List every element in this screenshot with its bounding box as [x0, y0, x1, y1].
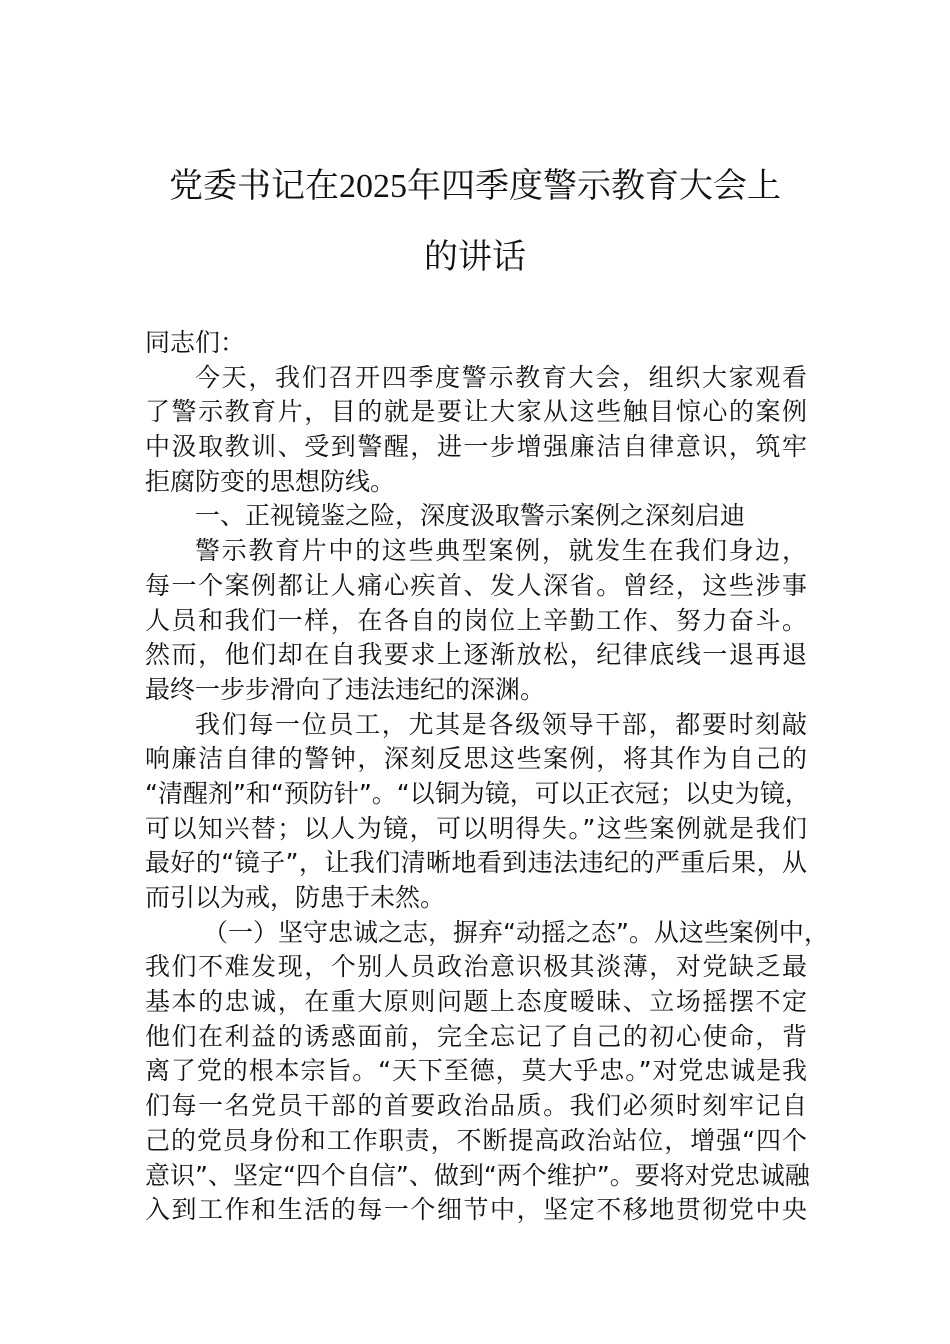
text-line: 们每一名党员干部的首要政治品质。我们必须时刻牢记自	[145, 1091, 807, 1121]
text-line: 中汲取教训、受到警醒，进一步增强廉洁自律意识，筑牢	[145, 432, 807, 462]
text-line: 最终一步步滑向了违法违纪的深渊。	[145, 674, 546, 704]
text-line: 基本的忠诚，在重大原则问题上态度暧昧、立场摇摆不定	[145, 987, 807, 1017]
text-line: 可以知兴替；以人为镜，可以明得失。”这些案例就是我们	[145, 813, 807, 843]
subsection-paragraph	[145, 916, 829, 1228]
document-title-line-2: 的讲话	[424, 239, 526, 276]
text-line: 他们在利益的诱惑面前，完全忘记了自己的初心使命，背	[145, 1021, 807, 1051]
text-line: 一、正视镜鉴之险，深度汲取警示案例之深刻启迪	[195, 501, 746, 531]
text-line: 每一个案例都让人痛心疾首、发人深省。曾经，这些涉事	[145, 570, 807, 600]
text-line: 我们不难发现，个别人员政治意识极其淡薄，对党缺乏最	[145, 952, 807, 982]
text-line: 我们每一位员工，尤其是各级领导干部，都要时刻敲	[195, 709, 807, 739]
section-heading	[145, 499, 807, 534]
text-line: “清醒剂”和“预防针”。“以铜为镜，可以正衣冠；以史为镜，	[145, 778, 810, 808]
text-line: 响廉洁自律的警钟，深刻反思这些案例，将其作为自己的	[145, 744, 807, 774]
paragraph	[145, 361, 807, 500]
text-line: 最好的“镜子”，让我们清晰地看到违法违纪的严重后果，从	[145, 848, 807, 878]
text-line: 拒腐防变的思想防线。	[145, 466, 396, 496]
paragraph	[145, 708, 810, 916]
text-line: 警示教育片中的这些典型案例，就发生在我们身边，	[195, 536, 807, 566]
text-line: 然而，他们却在自我要求上逐渐放松，纪律底线一退再退	[145, 640, 807, 670]
salutation: 同志们：	[145, 328, 246, 357]
document-body	[145, 326, 829, 1228]
text-line: 而引以为戒，防患于未然。	[145, 883, 446, 912]
text-line: 人员和我们一样，在各自的岗位上辛勤工作、努力奋斗。	[145, 605, 807, 635]
text-line: 了警示教育片，目的就是要让大家从这些触目惊心的案例	[145, 397, 807, 427]
text-line: （一）坚守忠诚之志，摒弃“动摇之态”。从这些案例中，	[203, 917, 829, 947]
text-line: 入到工作和生活的每一个细节中，坚定不移地贯彻党中央	[145, 1195, 807, 1225]
text-line: 己的党员身份和工作职责，不断提高政治站位，增强“四个	[145, 1125, 807, 1155]
document-title-line-1: 党委书记在2025年四季度警示教育大会上	[169, 168, 781, 205]
text-line: 离了党的根本宗旨。“天下至德，莫大乎忠。”对党忠诚是我	[145, 1056, 807, 1086]
text-line: 意识”、坚定“四个自信”、做到“两个维护”。要将对党忠诚融	[145, 1160, 810, 1190]
paragraph	[145, 534, 807, 707]
text-line: 今天，我们召开四季度警示教育大会，组织大家观看	[195, 362, 807, 392]
